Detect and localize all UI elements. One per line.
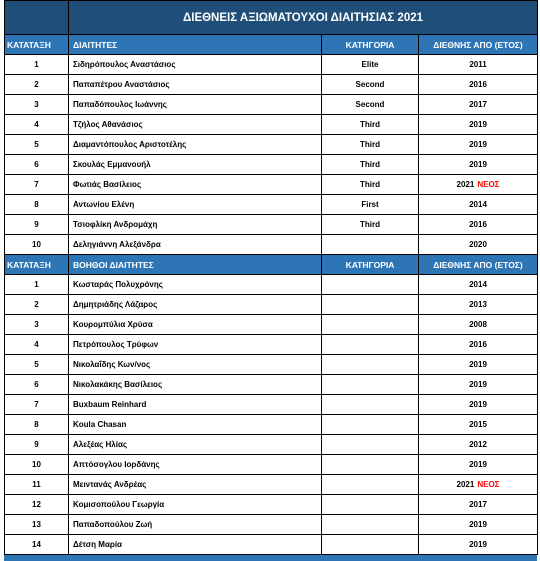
name-cell: Koula Chasan	[69, 415, 322, 435]
year-value: 2017	[469, 100, 487, 109]
rank-cell: 7	[5, 395, 69, 415]
referees-sheet	[4, 0, 537, 555]
table-row	[5, 115, 538, 135]
year-cell	[419, 515, 538, 535]
table-row	[5, 515, 538, 535]
rank-cell: 8	[5, 415, 69, 435]
table-row	[5, 395, 538, 415]
name-cell: Κωσταράς Πολυχρόνης	[69, 275, 322, 295]
year-cell	[419, 435, 538, 455]
rank-cell: 7	[5, 175, 69, 195]
name-cell: Δέτση Μαρία	[69, 535, 322, 555]
table-row	[5, 415, 538, 435]
page-title: ΔΙΕΘΝΕΙΣ ΑΞΙΩΜΑΤΟΥΧΟΙ ΔΙΑΙΤΗΣΙΑΣ 2021	[69, 1, 538, 35]
category-cell	[322, 315, 419, 335]
name-cell: Νικολαΐδης Κων/νος	[69, 355, 322, 375]
category-cell	[322, 295, 419, 315]
category-cell	[322, 335, 419, 355]
year-value: 2019	[469, 380, 487, 389]
year-value: 2012	[469, 440, 487, 449]
year-value: 2019	[469, 120, 487, 129]
category-cell	[322, 535, 419, 555]
category-cell	[322, 375, 419, 395]
table-row	[5, 195, 538, 215]
name-cell: Κουρομπύλια Χρύσα	[69, 315, 322, 335]
year-value: 2019	[469, 460, 487, 469]
table-row	[5, 75, 538, 95]
referees-table	[4, 0, 538, 555]
category-cell	[322, 235, 419, 255]
header-name: ΒΟΗΘΟΙ ΔΙΑΙΤΗΤΕΣ	[69, 255, 322, 275]
rank-cell: 13	[5, 515, 69, 535]
name-cell: Μειντανάς Ανδρέας	[69, 475, 322, 495]
table-row	[5, 315, 538, 335]
table-row	[5, 435, 538, 455]
year-cell	[419, 315, 538, 335]
category-cell: Third	[322, 115, 419, 135]
new-badge: ΝΕΟΣ	[477, 180, 500, 189]
category-cell: Elite	[322, 55, 419, 75]
year-cell	[419, 115, 538, 135]
year-cell	[419, 475, 538, 495]
year-cell	[419, 135, 538, 155]
rank-cell: 10	[5, 455, 69, 475]
title-row	[5, 1, 538, 35]
category-cell	[322, 275, 419, 295]
rank-cell: 6	[5, 155, 69, 175]
year-value: 2016	[469, 220, 487, 229]
rank-cell: 10	[5, 235, 69, 255]
title-blank-cell	[5, 1, 69, 35]
category-cell: Second	[322, 75, 419, 95]
rank-cell: 12	[5, 495, 69, 515]
year-cell	[419, 415, 538, 435]
name-cell: Αλεξέας Ηλίας	[69, 435, 322, 455]
year-value: 2011	[469, 60, 487, 69]
rank-cell: 2	[5, 295, 69, 315]
table-row	[5, 135, 538, 155]
table-row	[5, 275, 538, 295]
year-value: 2019	[469, 520, 487, 529]
rank-cell: 3	[5, 315, 69, 335]
year-value: 2008	[469, 320, 487, 329]
name-cell: Σιδηρόπουλος Αναστάσιος	[69, 55, 322, 75]
year-cell	[419, 195, 538, 215]
year-value: 2019	[469, 140, 487, 149]
name-cell: Δεληγιάννη Αλεξάνδρα	[69, 235, 322, 255]
year-value: 2019	[469, 540, 487, 549]
rank-cell: 11	[5, 475, 69, 495]
header-category: ΚΑΤΗΓΟΡΙΑ	[322, 255, 419, 275]
year-cell	[419, 75, 538, 95]
header-category: ΚΑΤΗΓΟΡΙΑ	[322, 35, 419, 55]
year-cell	[419, 355, 538, 375]
rank-cell: 1	[5, 55, 69, 75]
year-cell	[419, 335, 538, 355]
year-cell	[419, 215, 538, 235]
name-cell: Παπαδόπουλος Ιωάννης	[69, 95, 322, 115]
year-cell	[419, 155, 538, 175]
category-cell	[322, 395, 419, 415]
referees-header-row	[5, 35, 538, 55]
table-row	[5, 95, 538, 115]
rank-cell: 5	[5, 355, 69, 375]
category-cell	[322, 455, 419, 475]
name-cell: Παπαδοπούλου Ζωή	[69, 515, 322, 535]
name-cell: Απτόσογλου Ιορδάνης	[69, 455, 322, 475]
name-cell: Δημητριάδης Λάζαρος	[69, 295, 322, 315]
header-rank: ΚΑΤΑΤΑΞΗ	[5, 255, 69, 275]
table-row	[5, 235, 538, 255]
category-cell: Third	[322, 175, 419, 195]
table-row	[5, 175, 538, 195]
table-row	[5, 495, 538, 515]
table-row	[5, 475, 538, 495]
year-value: 2016	[469, 340, 487, 349]
name-cell: Παπαπέτρου Αναστάσιος	[69, 75, 322, 95]
category-cell	[322, 495, 419, 515]
category-cell	[322, 415, 419, 435]
rank-cell: 4	[5, 115, 69, 135]
rank-cell: 1	[5, 275, 69, 295]
year-value: 2014	[469, 200, 487, 209]
rank-cell: 2	[5, 75, 69, 95]
year-cell	[419, 95, 538, 115]
year-value: 2019	[469, 160, 487, 169]
name-cell: Τζήλος Αθανάσιος	[69, 115, 322, 135]
header-since: ΔΙΕΘΝΗΣ ΑΠΟ (ΕΤΟΣ)	[419, 35, 538, 55]
year-value: 2014	[469, 280, 487, 289]
year-cell	[419, 535, 538, 555]
table-row	[5, 295, 538, 315]
name-cell: Αντωνίου Ελένη	[69, 195, 322, 215]
table-row	[5, 375, 538, 395]
year-cell	[419, 175, 538, 195]
name-cell: Τσιοφλίκη Ανδρομάχη	[69, 215, 322, 235]
year-cell	[419, 295, 538, 315]
category-cell: Third	[322, 155, 419, 175]
year-value: 2020	[469, 240, 487, 249]
category-cell	[322, 435, 419, 455]
category-cell: Third	[322, 215, 419, 235]
year-value: 2013	[469, 300, 487, 309]
year-cell	[419, 495, 538, 515]
year-value: 2017	[469, 500, 487, 509]
name-cell: Νικολακάκης Βασίλειος	[69, 375, 322, 395]
rank-cell: 8	[5, 195, 69, 215]
header-rank: ΚΑΤΑΤΑΞΗ	[5, 35, 69, 55]
name-cell: Φωτιάς Βασίλειος	[69, 175, 322, 195]
rank-cell: 14	[5, 535, 69, 555]
table-row	[5, 155, 538, 175]
table-row	[5, 355, 538, 375]
year-value: 2021	[456, 480, 475, 489]
category-cell: Third	[322, 135, 419, 155]
table-row	[5, 55, 538, 75]
year-value: 2021	[456, 180, 475, 189]
assistants-header-row	[5, 255, 538, 275]
rank-cell: 9	[5, 435, 69, 455]
rank-cell: 5	[5, 135, 69, 155]
year-value: 2019	[469, 400, 487, 409]
table-row	[5, 535, 538, 555]
header-name: ΔΙΑΙΤΗΤΕΣ	[69, 35, 322, 55]
rank-cell: 3	[5, 95, 69, 115]
rank-cell: 4	[5, 335, 69, 355]
category-cell: First	[322, 195, 419, 215]
year-cell	[419, 55, 538, 75]
name-cell: Πετρόπουλος Τρύφων	[69, 335, 322, 355]
category-cell	[322, 475, 419, 495]
table-row	[5, 455, 538, 475]
rank-cell: 6	[5, 375, 69, 395]
year-value: 2015	[469, 420, 487, 429]
header-since: ΔΙΕΘΝΗΣ ΑΠΟ (ΕΤΟΣ)	[419, 255, 538, 275]
year-cell	[419, 395, 538, 415]
table-row	[5, 335, 538, 355]
table-row	[5, 215, 538, 235]
year-cell	[419, 375, 538, 395]
category-cell	[322, 515, 419, 535]
name-cell: Διαμαντόπουλος Αριστοτέλης	[69, 135, 322, 155]
name-cell: Σκουλάς Εμμανουήλ	[69, 155, 322, 175]
year-cell	[419, 235, 538, 255]
category-cell: Second	[322, 95, 419, 115]
footer-bar	[4, 555, 537, 561]
year-cell	[419, 455, 538, 475]
name-cell: Κομισοπούλου Γεωργία	[69, 495, 322, 515]
year-cell	[419, 275, 538, 295]
name-cell: Buxbaum Reinhard	[69, 395, 322, 415]
year-value: 2019	[469, 360, 487, 369]
rank-cell: 9	[5, 215, 69, 235]
year-value: 2016	[469, 80, 487, 89]
new-badge: ΝΕΟΣ	[477, 480, 500, 489]
category-cell	[322, 355, 419, 375]
